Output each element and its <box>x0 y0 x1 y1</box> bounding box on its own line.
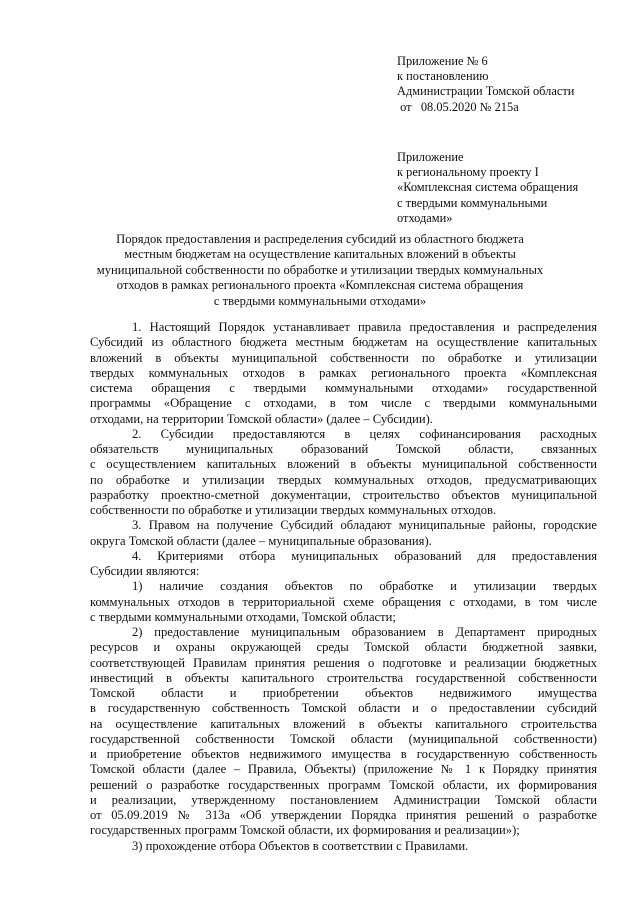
title-line: отходов в рамках регионального проекта «Комплексная система обращения <box>116 278 524 293</box>
paragraph-line: и реализации, утвержденному постановлением Администрации Томской области <box>90 792 597 807</box>
paragraph-line: в государственную собственность Томской области и о предоставлении субсидий <box>90 701 597 716</box>
header-line: Приложение № 6 <box>397 54 488 68</box>
header-line: отходами» <box>397 210 453 225</box>
header-line: с твердыми коммунальными <box>397 195 548 210</box>
paragraph <box>90 625 597 839</box>
paragraph-line: инвестиций в объекты капитального строительства государственной собственности <box>90 670 597 685</box>
paragraph-line: разработку проектно-сметной документации, строительство объектов муниципальной <box>90 487 597 502</box>
paragraph-line: коммунальных отходов в территориальной схеме обращения с отходами, в том числе <box>90 594 597 609</box>
document-body <box>90 320 597 854</box>
paragraph-line: собственности по обработке и утилизации твердых коммунальных отходов. <box>90 503 497 517</box>
header-line: к региональному проекту I <box>397 165 539 180</box>
appendix-project-header <box>397 150 612 226</box>
paragraph-line: ресурсов и охраны окружающей среды Томской области бюджетной заявки, <box>90 640 597 655</box>
paragraph-line: решений о разработке государственных программ Томской области, их формирования <box>90 777 597 792</box>
paragraph <box>90 518 597 549</box>
header-line: от 08.05.2020 № 215а <box>397 99 519 114</box>
paragraph-line: соответствующей Правилам принятия решения о подготовке и реализации бюджетных <box>90 655 597 670</box>
paragraph-line: округа Томской области (далее – муниципальные образования). <box>90 533 432 548</box>
paragraph-line: государственной собственности Томской области (муниципальной собственности) <box>90 731 597 746</box>
paragraph-line: система обращения с твердыми коммунальными отходами» государственной <box>90 381 597 395</box>
paragraph-line: с осуществлением капитальных вложений в объекты муниципальной собственности <box>90 457 597 472</box>
paragraph-line: от 05.09.2019 № 313а «Об утверждении Порядка принятия решений о разработке <box>90 808 597 822</box>
paragraph-line: по обработке и утилизации твердых коммунальных отходов, предусматривающих <box>90 472 597 487</box>
header-line: к постановлению <box>397 69 489 84</box>
paragraph-line: твердых коммунальных отходов в рамках регионального проекта «Комплексная <box>90 365 597 380</box>
paragraph-line: 3. Правом на получение Субсидий обладают муниципальные районы, городские <box>132 518 597 533</box>
header-line: Администрации Томской области <box>397 84 575 99</box>
paragraph-line: 3) прохождение отбора Объектов в соответствии с Правилами. <box>132 838 469 853</box>
paragraph-line: 2) предоставление муниципальным образованием в Департамент природных <box>132 625 597 639</box>
paragraph <box>90 320 597 427</box>
paragraph-line: Томской области и приобретении объектов недвижимого имущества <box>90 686 597 700</box>
paragraph-line: государственных программ Томской области, их формирования и реализации»); <box>90 823 520 838</box>
appendix-6-header <box>397 54 612 115</box>
paragraph <box>90 839 597 854</box>
paragraph-line: 4. Критериями отбора муниципальных образований для предоставления <box>132 548 597 563</box>
paragraph-line: 2. Субсидии предоставляются в целях софинансирования расходных <box>132 426 597 441</box>
paragraph <box>90 579 597 625</box>
paragraph-line: 1. Настоящий Порядок устанавливает правила предоставления и распределения <box>132 320 597 334</box>
paragraph <box>90 427 597 519</box>
title-line: Порядок предоставления и распределения субсидий из областного бюджета <box>116 232 524 246</box>
paragraph-line: Субсидий из областного бюджета местным бюджетам на осуществление капитальных <box>90 335 597 350</box>
paragraph-line: отходами, на территории Томской области» (далее – Субсидии). <box>90 411 433 426</box>
paragraph-line: и приобретение объектов недвижимого имущества в государственную собственность <box>90 747 597 761</box>
paragraph-line: программы «Обращение с отходами, в том числе с твердыми коммунальными <box>90 396 597 411</box>
title-line: местным бюджетам на осуществление капитальных вложений в объекты <box>124 247 516 262</box>
paragraph <box>90 549 597 580</box>
title-line: с твердыми коммунальными отходами» <box>213 293 427 308</box>
paragraph-line: обязательств муниципальных образований Томской области, связанных <box>90 442 597 456</box>
paragraph-line: Субсидии являются: <box>90 564 200 578</box>
title-line: муниципальной собственности по обработке и утилизации твердых коммунальных <box>96 262 544 277</box>
paragraph-line: Томской области (далее – Правила, Объекты) (приложение № 1 к Порядку принятия <box>90 762 597 777</box>
paragraph-line: 1) наличие создания объектов по обработке и утилизации твердых <box>132 579 597 594</box>
header-line: «Комплексная система обращения <box>397 180 579 195</box>
paragraph-line: вложений в объекты муниципальной собственности по обработке и утилизации <box>90 350 597 365</box>
paragraph-line: с твердыми коммунальными отходами, Томской области; <box>90 609 396 624</box>
paragraph-line: на осуществление капитальных вложений в объекты капитального строительства <box>90 716 597 731</box>
document-title <box>95 232 545 309</box>
header-line: Приложение <box>397 150 464 164</box>
